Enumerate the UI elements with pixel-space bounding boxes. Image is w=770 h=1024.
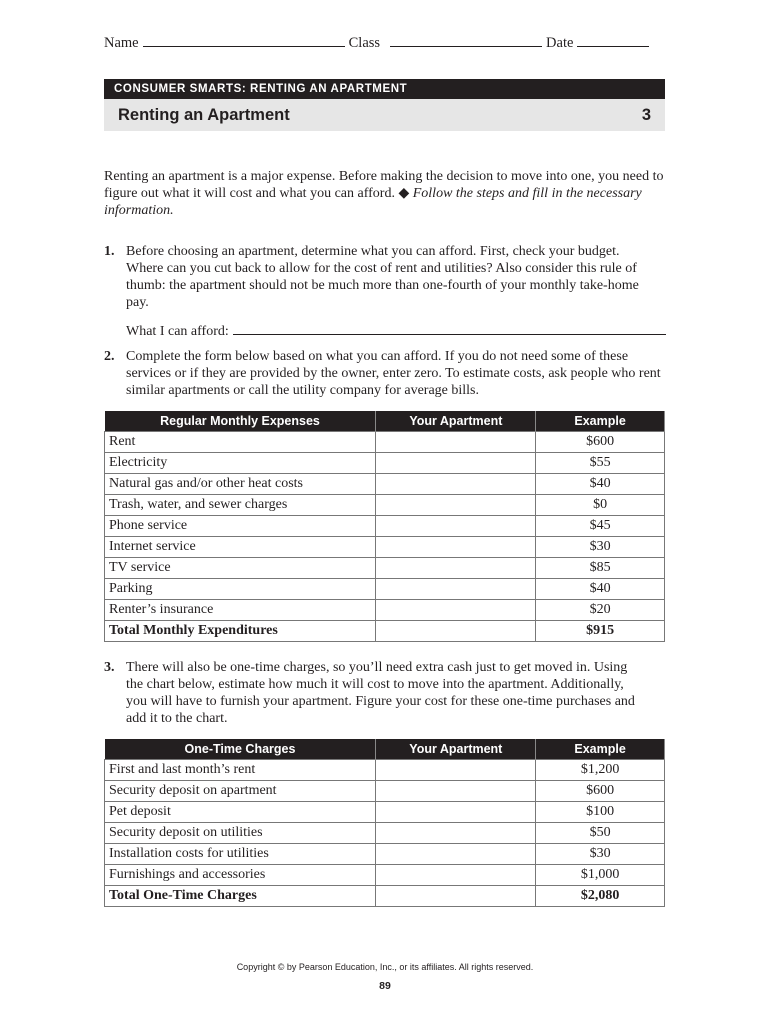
your-apartment-input[interactable] — [376, 802, 536, 823]
section-band: CONSUMER SMARTS: RENTING AN APARTMENT — [104, 79, 665, 99]
step-text: Complete the form below based on what you can afford. If you do not need some of these services or if they are provided by the owner, enter zero. To estimate costs, ask people who rent similar apartments or call the utility company for average bills. — [126, 349, 661, 398]
expense-label: Total One-Time Charges — [105, 886, 376, 907]
table-row — [105, 495, 665, 516]
table-row — [105, 516, 665, 537]
your-apartment-input[interactable] — [376, 495, 536, 516]
example-value: $40 — [536, 474, 665, 495]
column-header: One-Time Charges — [105, 739, 376, 760]
your-apartment-input[interactable] — [376, 760, 536, 781]
your-apartment-input[interactable] — [376, 579, 536, 600]
your-apartment-input[interactable] — [376, 432, 536, 453]
date-label: Date — [546, 35, 574, 51]
example-value: $600 — [536, 432, 665, 453]
page-number: 89 — [379, 980, 391, 992]
intro-instruction: Follow the steps and fill in the necessary information. — [104, 186, 642, 218]
step-text: There will also be one-time charges, so you’ll need extra cash just to get moved in. Using the chart below, estimate how much it will cost to move into the apartment. Additionally, you will have to furnish your apartment. Figure your cost for these one-time purchases and add it to the chart. — [126, 660, 635, 726]
example-value: $45 — [536, 516, 665, 537]
table-row — [105, 844, 665, 865]
step-number: 1. — [104, 244, 115, 259]
column-header: Your Apartment — [376, 411, 536, 432]
column-header: Example — [536, 739, 665, 760]
step-text: Before choosing an apartment, determine what you can afford. First, check your budget. Where can you cut back to allow for the cost of rent and utilities? Also consider this rule of thumb: the apartment should not be much more than one-fourth of your monthly take-home pay. — [126, 244, 639, 310]
example-value: $915 — [536, 621, 665, 642]
student-info-header — [104, 34, 666, 52]
table-row — [105, 579, 665, 600]
your-apartment-input[interactable] — [376, 537, 536, 558]
total-row — [105, 886, 665, 907]
your-apartment-input[interactable] — [376, 823, 536, 844]
date-field[interactable] — [577, 34, 649, 47]
step-3 — [104, 659, 646, 727]
your-apartment-input[interactable] — [376, 886, 536, 907]
table-row — [105, 432, 665, 453]
expense-label: Phone service — [105, 516, 376, 537]
expense-label: Furnishings and accessories — [105, 865, 376, 886]
table-row — [105, 453, 665, 474]
name-field[interactable] — [143, 34, 345, 47]
example-value: $55 — [536, 453, 665, 474]
example-value: $50 — [536, 823, 665, 844]
step-number: 2. — [104, 349, 115, 364]
column-header: Your Apartment — [376, 739, 536, 760]
page-title: Renting an Apartment — [118, 106, 290, 124]
name-label: Name — [104, 35, 139, 51]
afford-field[interactable] — [233, 322, 666, 335]
step-2 — [104, 348, 666, 399]
afford-row — [126, 322, 666, 340]
total-row — [105, 621, 665, 642]
step-1 — [104, 243, 646, 311]
title-bar — [104, 99, 665, 131]
expense-label: Internet service — [105, 537, 376, 558]
example-value: $30 — [536, 844, 665, 865]
afford-label: What I can afford: — [126, 324, 229, 339]
example-value: $30 — [536, 537, 665, 558]
your-apartment-input[interactable] — [376, 844, 536, 865]
example-value: $100 — [536, 802, 665, 823]
expense-label: First and last month’s rent — [105, 760, 376, 781]
expense-label: Total Monthly Expenditures — [105, 621, 376, 642]
expense-label: Parking — [105, 579, 376, 600]
example-value: $600 — [536, 781, 665, 802]
expense-label: Electricity — [105, 453, 376, 474]
table-row — [105, 760, 665, 781]
example-value: $0 — [536, 495, 665, 516]
expense-label: TV service — [105, 558, 376, 579]
your-apartment-input[interactable] — [376, 621, 536, 642]
your-apartment-input[interactable] — [376, 474, 536, 495]
table-row — [105, 537, 665, 558]
monthly-expenses-table — [104, 411, 665, 642]
column-header: Regular Monthly Expenses — [105, 411, 376, 432]
one-time-charges-table — [104, 739, 665, 907]
expense-label: Pet deposit — [105, 802, 376, 823]
table-row — [105, 802, 665, 823]
intro-paragraph — [104, 168, 666, 219]
column-header: Example — [536, 411, 665, 432]
your-apartment-input[interactable] — [376, 865, 536, 886]
example-value: $40 — [536, 579, 665, 600]
expense-label: Renter’s insurance — [105, 600, 376, 621]
copyright: Copyright © by Pearson Education, Inc., or its affiliates. All rights reserved. — [236, 962, 534, 972]
table-row — [105, 781, 665, 802]
expense-label: Installation costs for utilities — [105, 844, 376, 865]
your-apartment-input[interactable] — [376, 453, 536, 474]
intro-text: Renting an apartment is a major expense. Before making the decision to move into one, you need to figure out what it will cost and what you can afford. — [104, 169, 664, 201]
diamond-bullet-icon: ◆ — [398, 186, 410, 201]
expense-label: Trash, water, and sewer charges — [105, 495, 376, 516]
example-value: $1,200 — [536, 760, 665, 781]
expense-label: Security deposit on utilities — [105, 823, 376, 844]
table-row — [105, 600, 665, 621]
expense-label: Natural gas and/or other heat costs — [105, 474, 376, 495]
class-label: Class — [348, 35, 381, 51]
class-field[interactable] — [390, 34, 542, 47]
table-row — [105, 823, 665, 844]
your-apartment-input[interactable] — [376, 600, 536, 621]
table-row — [105, 865, 665, 886]
example-value: $20 — [536, 600, 665, 621]
step-number: 3. — [104, 660, 115, 675]
table-row — [105, 558, 665, 579]
your-apartment-input[interactable] — [376, 516, 536, 537]
example-value: $85 — [536, 558, 665, 579]
table-row — [105, 474, 665, 495]
example-value: $1,000 — [536, 865, 665, 886]
your-apartment-input[interactable] — [376, 781, 536, 802]
activity-number: 3 — [641, 106, 651, 124]
your-apartment-input[interactable] — [376, 558, 536, 579]
example-value: $2,080 — [536, 886, 665, 907]
expense-label: Security deposit on apartment — [105, 781, 376, 802]
expense-label: Rent — [105, 432, 376, 453]
